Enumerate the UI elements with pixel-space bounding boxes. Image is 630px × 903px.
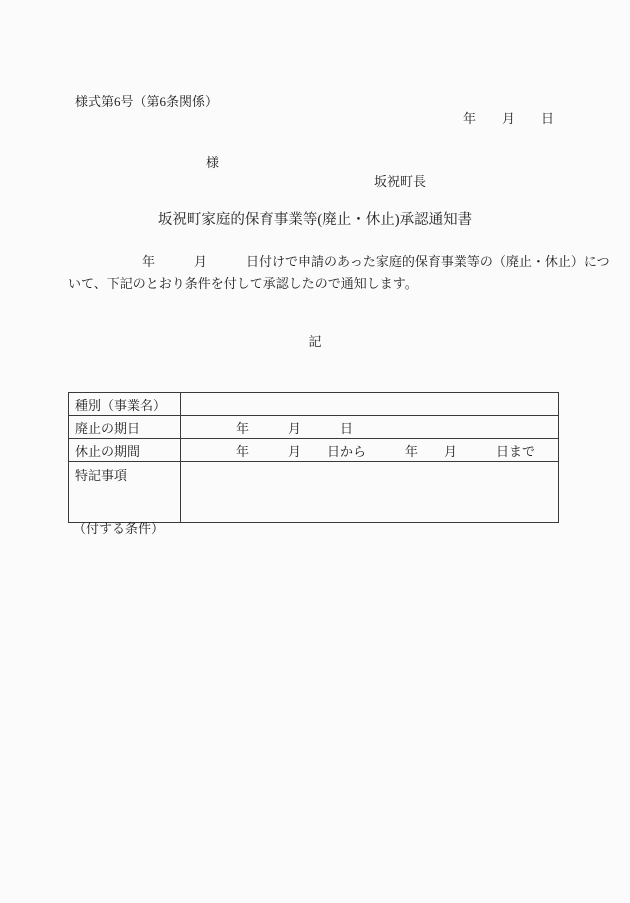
- attached-conditions-label: （付する条件）: [73, 521, 165, 536]
- notice-table: [68, 392, 559, 523]
- row-label-business-type: 種別（事業名）: [69, 393, 181, 416]
- row-value-special-notes: [181, 462, 559, 523]
- record-marker: 記: [308, 334, 322, 349]
- page-title: 坂祝町家庭的保育事業等(廃止・休止)承認通知書: [157, 212, 473, 228]
- addressee-suffix: 様: [206, 155, 220, 170]
- row-label-discontinuation-date: 廃止の期日: [69, 416, 181, 439]
- date-line: 年 月 日: [463, 111, 555, 126]
- table-row-discontinuation-date: [69, 416, 559, 439]
- row-value-discontinuation-date: 年 月 日: [181, 416, 559, 439]
- row-value-business-type: [181, 393, 559, 416]
- sender-title: 坂祝町長: [374, 174, 427, 189]
- table-row-business-type: [69, 393, 559, 416]
- body-paragraph-line-2: いて、下記のとおり条件を付して承認したので通知します。: [68, 276, 418, 291]
- table-row-suspension-period: [69, 439, 559, 462]
- row-label-special-notes: 特記事項: [69, 462, 181, 523]
- row-value-suspension-period: 年 月 日から 年 月 日まで: [181, 439, 559, 462]
- table-row-special-notes: [69, 462, 559, 523]
- row-label-suspension-period: 休止の期間: [69, 439, 181, 462]
- body-paragraph-line-1: 年 月 日付けで申請のあった家庭的保育事業等の（廃止・休止）につ: [142, 254, 610, 269]
- form-number-label: 様式第6号（第6条関係）: [75, 94, 219, 109]
